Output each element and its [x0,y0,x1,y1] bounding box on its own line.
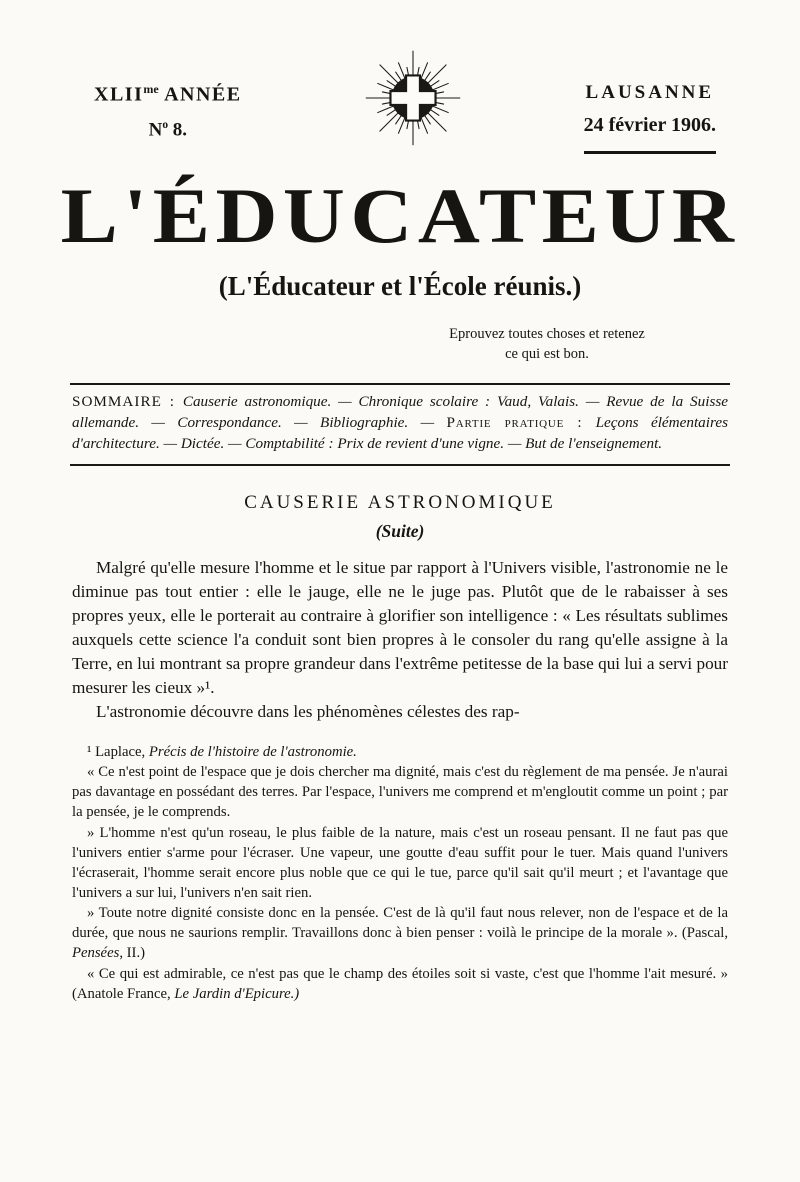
motto-line2: ce qui est bon. [505,346,589,363]
footnote-item [72,762,728,822]
annee-line [94,82,242,107]
text-segment: « Ce n'est point de l'espace que je dois chercher ma dignité, mais c'est du règlement de ma pensée. Je n'aurai pas davantage en possédant des terres. Par l'espace, l'univers me comprend et m'engloutit comme un point ; par la pensée, je le comprends. [72,764,728,821]
article-heading: CAUSERIE ASTRONOMIQUE [244,491,556,513]
text-segment: XLII [94,83,144,106]
text-segment: N [148,118,163,140]
text-segment: SOMMAIRE : [72,392,183,410]
text-segment: » L'homme n'est qu'un roseau, le plus faible de la nature, mais c'est un roseau pensant. Il ne faut pas que l'univers entier s'arme pour l'écraser. Une vapeur, une goutte d'eau suffit pour le tuer. Mais quand l'univers l'écraserait, l'homme serait encore plus noble que ce qui le tue, parce qu'il sait qu'il meurt ; et l'avantage que l'univers a sur lui, l'univers n'en sait rien. [72,824,728,902]
text-segment: Leçons élémentaires d'architecture. — Dictée. — Comptabilité : Prix de revient d'une vigne. — But de l'enseignement. [72,413,728,452]
date-line: 24 février 1906. [583,114,716,136]
text-segment: ANNÉE [158,83,242,106]
text-segment: Causerie astronomique. — Chronique scolaire : Vaud, Valais. — Revue de la Suisse allemande. — Correspondance. — Bibliographie. — [72,392,729,431]
text-segment: » Toute notre dignité consiste donc en la pensée. C'est de là qu'il faut nous relever, non de l'espace et de la durée, que nous ne saurions remplir. Travaillons donc à bien penser : voilà le principe de la morale ». (Pascal, [72,905,728,942]
article-subheading: (Suite) [375,520,425,541]
footnote-item [72,903,728,963]
footnotes [72,742,728,1004]
masthead [0,0,800,155]
footnote-item [72,823,728,904]
text-segment: , II.) [119,945,146,962]
text-segment: ¹ Laplace, [87,744,149,761]
text-segment: 8. [168,118,188,140]
footnote-item [72,742,728,762]
text-segment: o [162,118,169,131]
text-segment: me [143,82,159,96]
masthead-left [94,46,242,141]
footnote-item [72,964,728,1004]
date-rule [584,151,716,154]
cross-starburst-icon [361,46,465,155]
city-line: LAUSANNE [585,82,715,103]
text-segment: Partie pratique : [446,413,596,431]
text-segment: « Ce qui est admirable, ce n'est pas que le champ des étoiles soit si vaste, c'est que l'homme l'ait mesuré. » (Anatole France, [72,965,728,1002]
journal-title: L'ÉDUCATEUR [60,172,740,259]
article-paragraph: Malgré qu'elle mesure l'homme et le situe par rapport à l'Univers visible, l'astronomie ne le diminue pas tout entier : elle le jauge, elle ne le juge pas. Plutôt que de le rabaisser à ses propres yeux, elle le porterait au contraire à glorifier son intelligence : « Les résultats sublimes auxquels cette science l'a conduit sont bien propres à le consoler du rang qu'elle assigne à la Terre, en lui montrant sa propre grandeur dans l'extrême petitesse de la base qui lui a servi pour mesurer les cieux »¹. [72,557,728,697]
text-segment: Le Jardin d'Epicure.) [174,985,300,1002]
sommaire [70,383,730,466]
issue-number [94,119,242,141]
text-segment: Pensées [72,945,120,962]
article-paragraph: L'astronomie découvre dans les phénomènes célestes des rap- [96,701,520,721]
masthead-right [584,46,716,154]
journal-subtitle: (L'Éducateur et l'École réunis.) [218,271,582,301]
motto [412,324,682,365]
article-body [72,556,728,725]
motto-line1: Eprouvez toutes choses et retenez [449,326,645,342]
text-segment: Précis de l'histoire de l'astronomie. [148,744,357,761]
